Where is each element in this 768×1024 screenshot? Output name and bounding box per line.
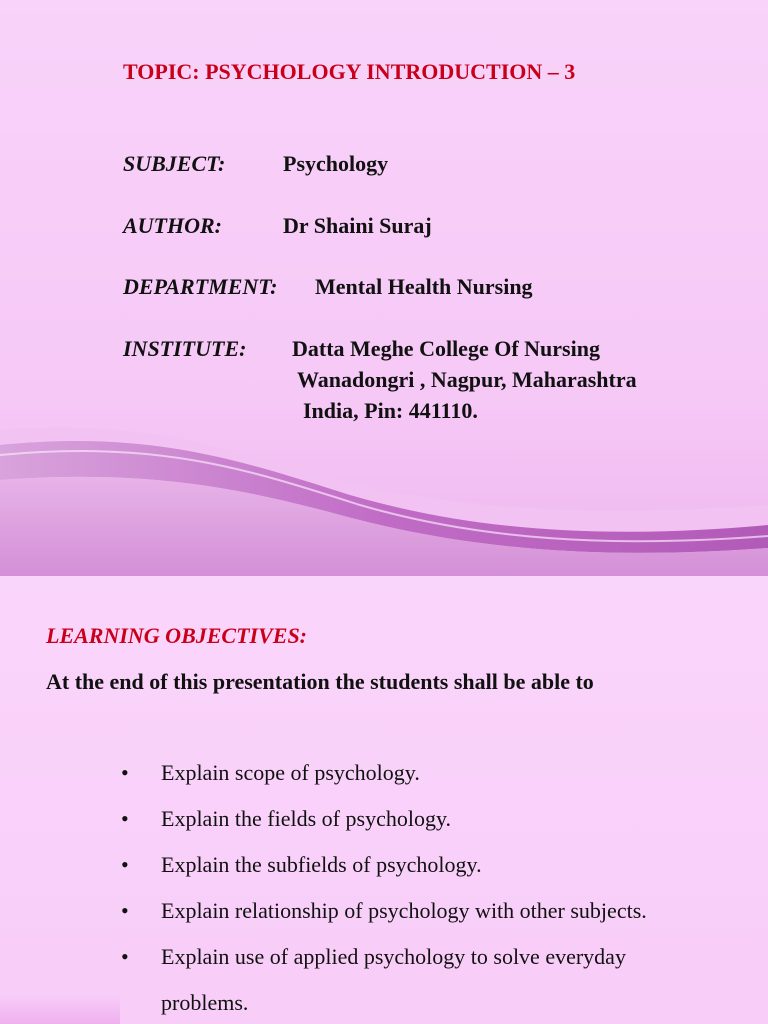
- objective-item: Explain use of applied psychology to solve everyday: [161, 944, 626, 969]
- bullet-icon: •: [121, 898, 129, 923]
- objective-item: Explain relationship of psychology with other subjects.: [161, 898, 647, 923]
- bullet-icon: •: [121, 760, 129, 785]
- slide-title: TOPIC: PSYCHOLOGY INTRODUCTION – 3: [123, 59, 576, 84]
- objectives-intro: At the end of this presentation the students shall be able to: [46, 669, 594, 694]
- institute-line-1: Datta Meghe College Of Nursing: [292, 336, 600, 361]
- decorative-glow: [0, 994, 120, 1024]
- institute-line-2: Wanadongri , Nagpur, Maharashtra: [297, 367, 637, 392]
- author-label: AUTHOR:: [123, 213, 222, 238]
- bullet-icon: •: [121, 852, 129, 877]
- objective-item: Explain the fields of psychology.: [161, 806, 452, 831]
- subject-label: SUBJECT:: [123, 151, 226, 176]
- objective-item: Explain scope of psychology.: [161, 760, 420, 785]
- objectives-slide: [0, 576, 768, 1024]
- institute-line-3: India, Pin: 441110.: [303, 398, 478, 423]
- subject-value: Psychology: [283, 151, 389, 176]
- objective-item: Explain the subfields of psychology.: [161, 852, 482, 877]
- objective-item-continuation: problems.: [161, 990, 249, 1015]
- author-value: Dr Shaini Suraj: [283, 213, 432, 238]
- department-value: Mental Health Nursing: [315, 274, 533, 299]
- bullet-icon: •: [121, 806, 129, 831]
- institute-label: INSTITUTE:: [123, 336, 247, 361]
- bullet-icon: •: [121, 944, 129, 969]
- department-label: DEPARTMENT:: [123, 274, 278, 299]
- objectives-heading: LEARNING OBJECTIVES:: [46, 623, 308, 648]
